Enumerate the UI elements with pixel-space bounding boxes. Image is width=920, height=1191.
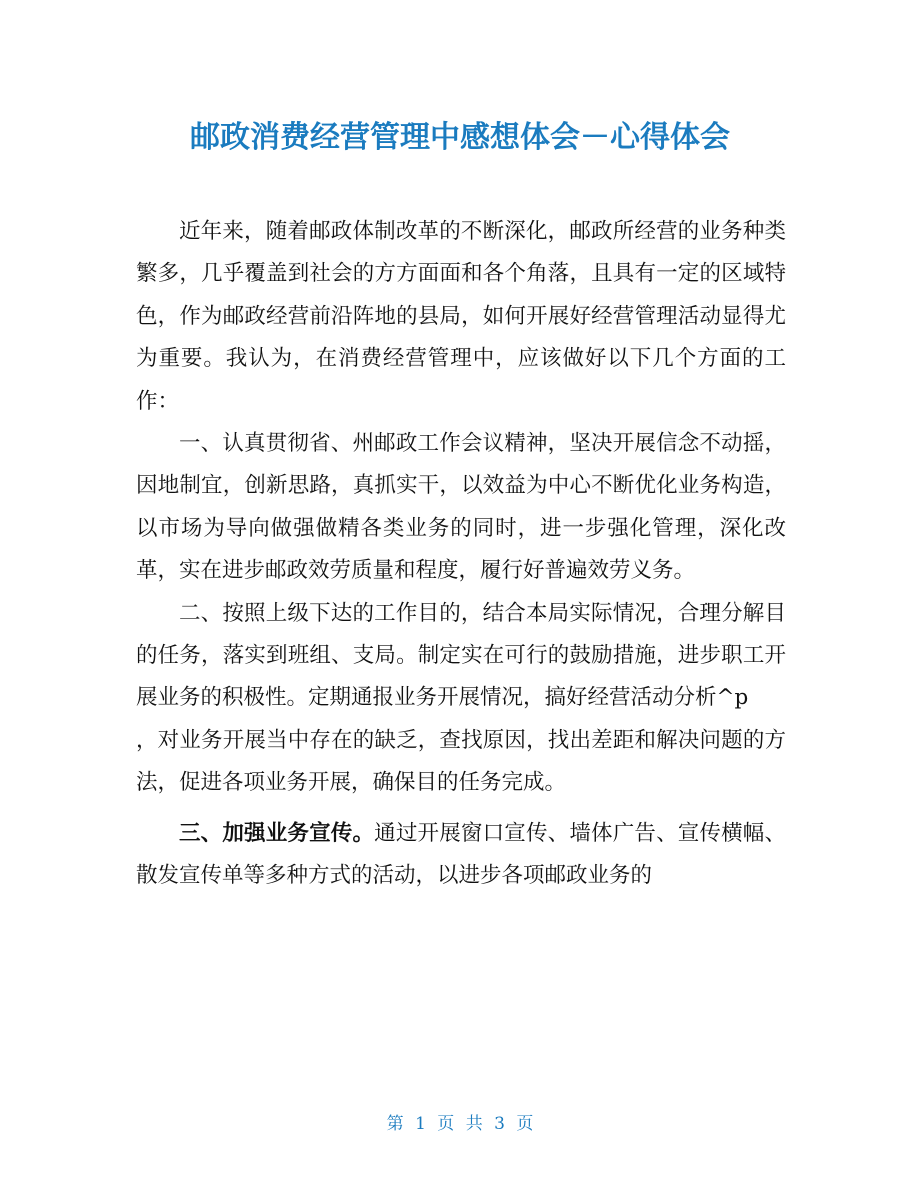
paragraph-point-three-lead: 三、加强业务宣传。 (179, 820, 375, 846)
footer-current-page: 1 (415, 1114, 426, 1134)
footer-prefix: 第 (386, 1114, 404, 1134)
paragraph-point-three (136, 813, 786, 898)
paragraph-point-three-text: 通过开展窗口宣传、墙体广告、宣传横幅、散发宣传单等多种方式的活动，以进步各项邮政业务的 (136, 820, 786, 889)
footer-total-word: 共 (465, 1114, 483, 1134)
paragraph-point-two: 二、按照上级下达的工作目的，结合本局实际情况，合理分解目的任务，落实到班组、支局。制定实在可行的鼓励措施，进步职工开展业务的积极性。定期通报业务开展情况，搞好经营活动分析^p (136, 600, 786, 711)
footer-suffix: 页 (516, 1114, 534, 1134)
document-body (136, 211, 786, 898)
paragraph-intro: 近年来，随着邮政体制改革的不断深化，邮政所经营的业务种类繁多，几乎覆盖到社会的方方面面和各个角落，且具有一定的区域特色，作为邮政经营前沿阵地的县局，如何开展好经营管理活动显得尤为重要。我认为，在消费经营管理中，应该做好以下几个方面的工作： (136, 219, 786, 414)
footer-total-pages: 3 (494, 1114, 505, 1134)
page-footer (0, 1112, 920, 1136)
footer-page-word: 页 (437, 1114, 455, 1134)
paragraph-point-two-continued: ，对业务开展当中存在的缺乏，查找原因，找出差距和解决问题的方法，促进各项业务开展，确保目的任务完成。 (136, 727, 786, 796)
paragraph-point-one: 一、认真贯彻省、州邮政工作会议精神，坚决开展信念不动摇，因地制宜，创新思路，真抓实干，以效益为中心不断优化业务构造，以市场为导向做强做精各类业务的同时，进一步强化管理，深化改革，实在进步邮政效劳质量和程度，履行好普遍效劳义务。 (136, 431, 786, 584)
document-title: 邮政消费经营管理中感想体会－心得体会 (190, 120, 730, 155)
